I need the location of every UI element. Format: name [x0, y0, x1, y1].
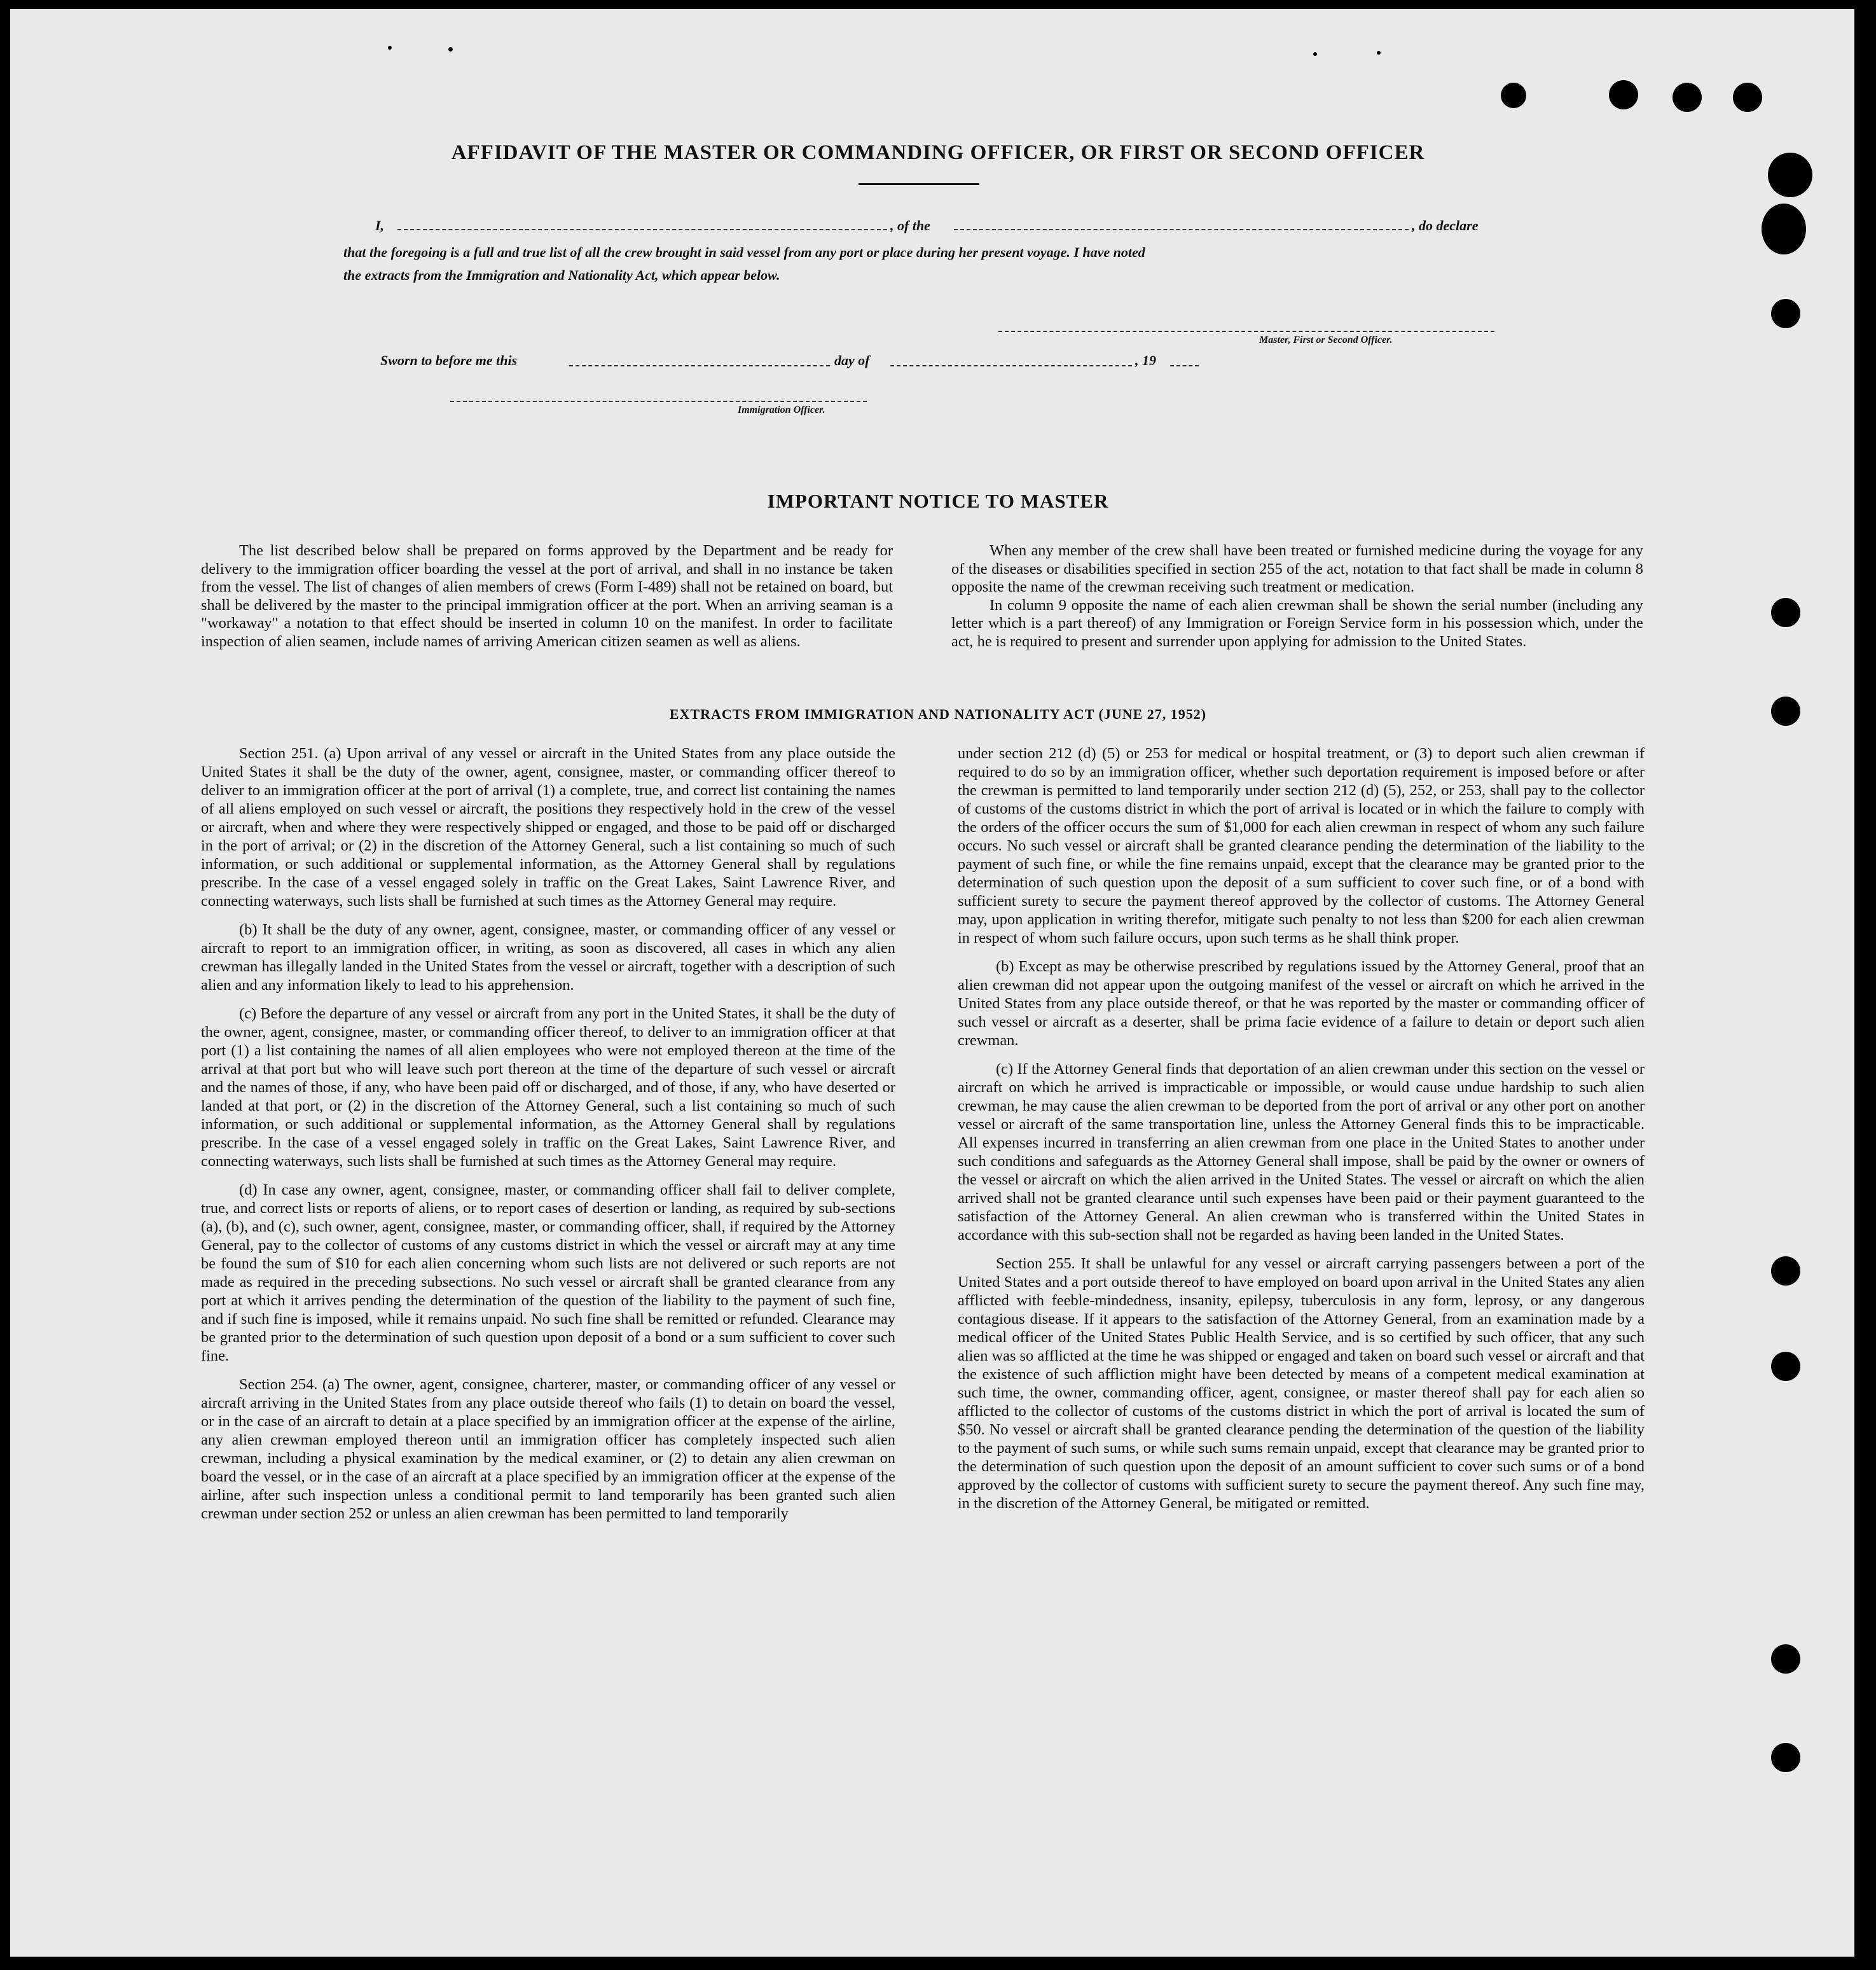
master-signature-label: Master, First or Second Officer. — [1259, 335, 1393, 345]
immigration-officer-signature-line[interactable] — [450, 401, 867, 402]
section-paragraph: Section 254. (a) The owner, agent, consignee, charterer, master, or commanding officer of any vessel or aircraft arriving in the United States from any place outside thereof who fails (1) to detain on board the vessel, or in the case of an aircraft to detain at a place specified by an immigration officer at the expense of the airline, any alien crewman employed thereon until an immigration officer has completely inspected such alien crewman, including a physical examination by the medical examiner, or (2) to detain any alien crewman on board the vessel, or in the case of an aircraft at a place specified by an immigration officer at the expense of the airline, after such inspection unless a conditional permit to land temporarily has been granted such alien crewman under section 252 or unless an alien crewman has been permitted to land temporarily — [201, 1376, 895, 1522]
section-paragraph: under section 212 (d) (5) or 253 for medical or hospital treatment, or (3) to deport such alien crewman if required to do so by an immigration officer, whether such deportation requirement is imposed before or after the crewman is permitted to land temporarily under section 212 (d) (5), 252, or 253, shall pay to the collector of customs of the customs district in which the port of arrival is located or in which the failure to comply with the orders of the officer occurs the sum of $1,000 for each alien crewman in respect of whom any such failure occurs. No such vessel or aircraft shall be granted clearance pending the determination of the liability to the payment of such fine, or while the fine remains unpaid, except that the clearance may be granted prior to the determination of such question upon the deposit of a sum sufficient to cover such fine, or of a bond with sufficient surety to secure the payment thereof approved by the collector of customs. The Attorney General may, upon application in writing therefor, mitigate such penalty to not less than $200 for each alien crewman in respect of whom such failure occurs, upon such terms as he shall think proper. — [958, 745, 1645, 947]
extracts-right-column — [958, 744, 1645, 1523]
declarant-label: I, — [375, 218, 385, 233]
title-rule — [859, 183, 979, 185]
section-paragraph: Section 251. (a) Upon arrival of any vessel or aircraft in the United States from any place outside the United States it shall be the duty of the owner, agent, consignee, master, or commanding officer thereof to deliver to an immigration officer at the port of arrival (1) a complete, true, and correct list containing the names of all aliens employed on such vessel or aircraft, the positions they respectively hold in the crew of the vessel or aircraft, when and where they were respectively shipped or engaged, and those to be paid off or discharged in the port of arrival; or (2) in the discretion of the Attorney General, such a list containing so much of such information, or such additional or supplemental information, as the Attorney General shall by regulations prescribe. In the case of a vessel engaged solely in traffic on the Great Lakes, Saint Lawrence River, and connecting waterways, such lists shall be furnished at such times as the Attorney General may require. — [201, 745, 895, 910]
notice-left-column — [201, 542, 893, 651]
notice-right-column — [951, 542, 1643, 651]
section-paragraph: (c) Before the departure of any vessel or aircraft from any port in the United States, it shall be the duty of the owner, agent, consignee, master, or commanding officer thereof, to deliver to an immigration officer at that port (1) a list containing the names of all alien employees who were not employed thereon at the time of the arrival at that port but who will leave such port thereon at the time of the departure of such vessel or aircraft and the names of those, if any, who have been paid off or discharged, and of those, if any, who have deserted or landed at that port, or (2) in the discretion of the Attorney General, such a list containing so much of such information, or such additional or supplemental information, as the Attorney General shall by regulations prescribe. In the case of a vessel engaged solely in traffic on the Great Lakes, Saint Lawrence River, and connecting waterways, such lists shall be furnished at such times as the Attorney General may require. — [201, 1005, 895, 1170]
affidavit-title: AFFIDAVIT OF THE MASTER OR COMMANDING OFFICER, OR FIRST OR SECOND OFFICER — [451, 141, 1425, 164]
day-of-label: day of — [834, 352, 870, 368]
sworn-label: Sworn to before me this — [380, 352, 518, 368]
notice-paragraph: In column 9 opposite the name of each alien crewman shall be shown the serial number (including any letter which is a part thereof) of any Immigration or Foreign Service form in his possession which, under the act, he is required to present and surrender upon applying for admission to the United States. — [951, 596, 1643, 650]
declarant-name-field[interactable] — [397, 229, 887, 230]
section-paragraph: (b) Except as may be otherwise prescribed by regulations issued by the Attorney General, proof that an alien crewman did not appear upon the outgoing manifest of the vessel or aircraft on which he arrived in the United States from any place outside thereof, or that he was reported by the master or commanding officer of such vessel or aircraft as a deserter, shall be prima facie evidence of a failure to detain or deport such alien crewman. — [958, 958, 1645, 1049]
section-paragraph: (c) If the Attorney General finds that deportation of an alien crewman under this section on the vessel or aircraft on which he arrived is impracticable or impossible, or would cause undue hardship to such alien crewman, he may cause the alien crewman to be deported from the port of arrival or any other port on another vessel or aircraft of the same transportation line, unless the Attorney General finds this to be impracticable. All expenses incurred in transferring an alien crewman from one place in the United States to another under such conditions and safeguards as the Attorney General shall impose, shall be paid by the owner or owners of the vessel or aircraft on which the alien arrived in the United States. The vessel or aircraft on which the alien arrived shall not be granted clearance until such expenses have been paid or their payment guaranteed to the satisfaction of the Attorney General. An alien crewman who is transferred within the United States in accordance with this sub-section shall not be regarded as having been landed in the United States. — [958, 1060, 1645, 1244]
notice-paragraph: When any member of the crew shall have been treated or furnished medicine during the voyage for any of the diseases or disabilities specified in section 255 of the act, notation to that fact shall be made in column 8 opposite the name of the crewman receiving such treatment or medication. — [951, 542, 1643, 595]
section-paragraph: (d) In case any owner, agent, consignee, master, or commanding officer shall fail to deliver complete, true, and correct lists or reports of aliens, or to report cases of desertion or landing, as required by sub-sections (a), (b), and (c), such owner, agent, consignee, master, or commanding officer, shall, if required by the Attorney General, pay to the collector of customs of any customs district in which the vessel or aircraft may at any time be found the sum of $10 for each alien concerning whom such lists are not delivered or such reports are not made as required in the preceding subsections. No such vessel or aircraft shall be granted clearance from any port at which it arrives pending the determination of the question of the liability to the payment of such fine, and if such fine is imposed, while it remains unpaid. No such fine shall be remitted or refunded. Clearance may be granted prior to the determination of such question upon deposit of a bond or a sum sufficient to cover such fine. — [201, 1181, 895, 1364]
section-paragraph: (b) It shall be the duty of any owner, agent, consignee, master, or commanding officer of any vessel or aircraft to report to an immigration officer, in writing, as soon as discovered, all cases in which any alien crewman has illegally landed in the United States from the vessel or aircraft, together with a description of such alien and any information likely to lead to his apprehension. — [201, 921, 895, 994]
notice-title: IMPORTANT NOTICE TO MASTER — [767, 490, 1109, 512]
sworn-year-field[interactable] — [1170, 365, 1199, 366]
extracts-left-column — [201, 744, 895, 1533]
section-paragraph: Section 255. It shall be unlawful for any vessel or aircraft carrying passengers between a port of the United States and a port outside thereof to have employed on board upon arrival in the United States any alien afflicted with feeble-mindedness, insanity, epilepsy, tuberculosis in any form, leprosy, or any dangerous contagious disease. If it appears to the satisfaction of the Attorney General, from an examination made by a medical officer of the United States Public Health Service, and is so certified by such officer, that any such alien was so afflicted at the time he was shipped or engaged and taken on board such vessel or aircraft and that the existence of such affliction might have been detected by means of a competent medical examination at such time, the owner, commanding officer, agent, consignee, or master thereof shall pay for each alien so afflicted to the collector of customs of the customs district in which the port of arrival is located the sum of $50. No vessel or aircraft shall be granted clearance pending the determination of the question of the liability to the payment of such sums, or while such sums remain unpaid, except that clearance may be granted prior to the determination of such question upon the deposit of an amount sufficient to cover such sums or of a bond approved by the collector of customs with sufficient surety to secure the payment thereof. Any such fine may, in the discretion of the Attorney General, be mitigated or remitted. — [958, 1255, 1645, 1512]
do-declare-label: , do declare — [1412, 218, 1479, 233]
immigration-officer-label: Immigration Officer. — [738, 405, 825, 415]
declaration-line-2: the extracts from the Immigration and Nationality Act, which appear below. — [343, 267, 780, 283]
declaration-line-1: that the foregoing is a full and true list of all the crew brought in said vessel from any port or place during her present voyage. I have noted — [343, 244, 1145, 260]
sworn-month-field[interactable] — [890, 365, 1132, 366]
extracts-title: EXTRACTS FROM IMMIGRATION AND NATIONALITY ACT (JUNE 27, 1952) — [669, 706, 1207, 722]
year-label: , 19 — [1135, 352, 1156, 368]
notice-paragraph: The list described below shall be prepared on forms approved by the Department and be ready for delivery to the immigration officer boarding the vessel at the port of arrival, and shall in no instance be taken from the vessel. The list of changes of alien members of crews (Form I-489) shall not be retained on board, but shall be delivered by the master to the principal immigration officer at the port. When an arriving seaman is a "workaway" a notation to that effect should be inserted in column 10 on the manifest. In order to facilitate inspection of alien seamen, include names of arriving American citizen seamen as well as aliens. — [201, 542, 893, 650]
of-the-label: , of the — [890, 218, 930, 233]
vessel-name-field[interactable] — [954, 229, 1409, 230]
master-signature-line[interactable] — [998, 331, 1494, 332]
sworn-day-field[interactable] — [569, 365, 830, 366]
